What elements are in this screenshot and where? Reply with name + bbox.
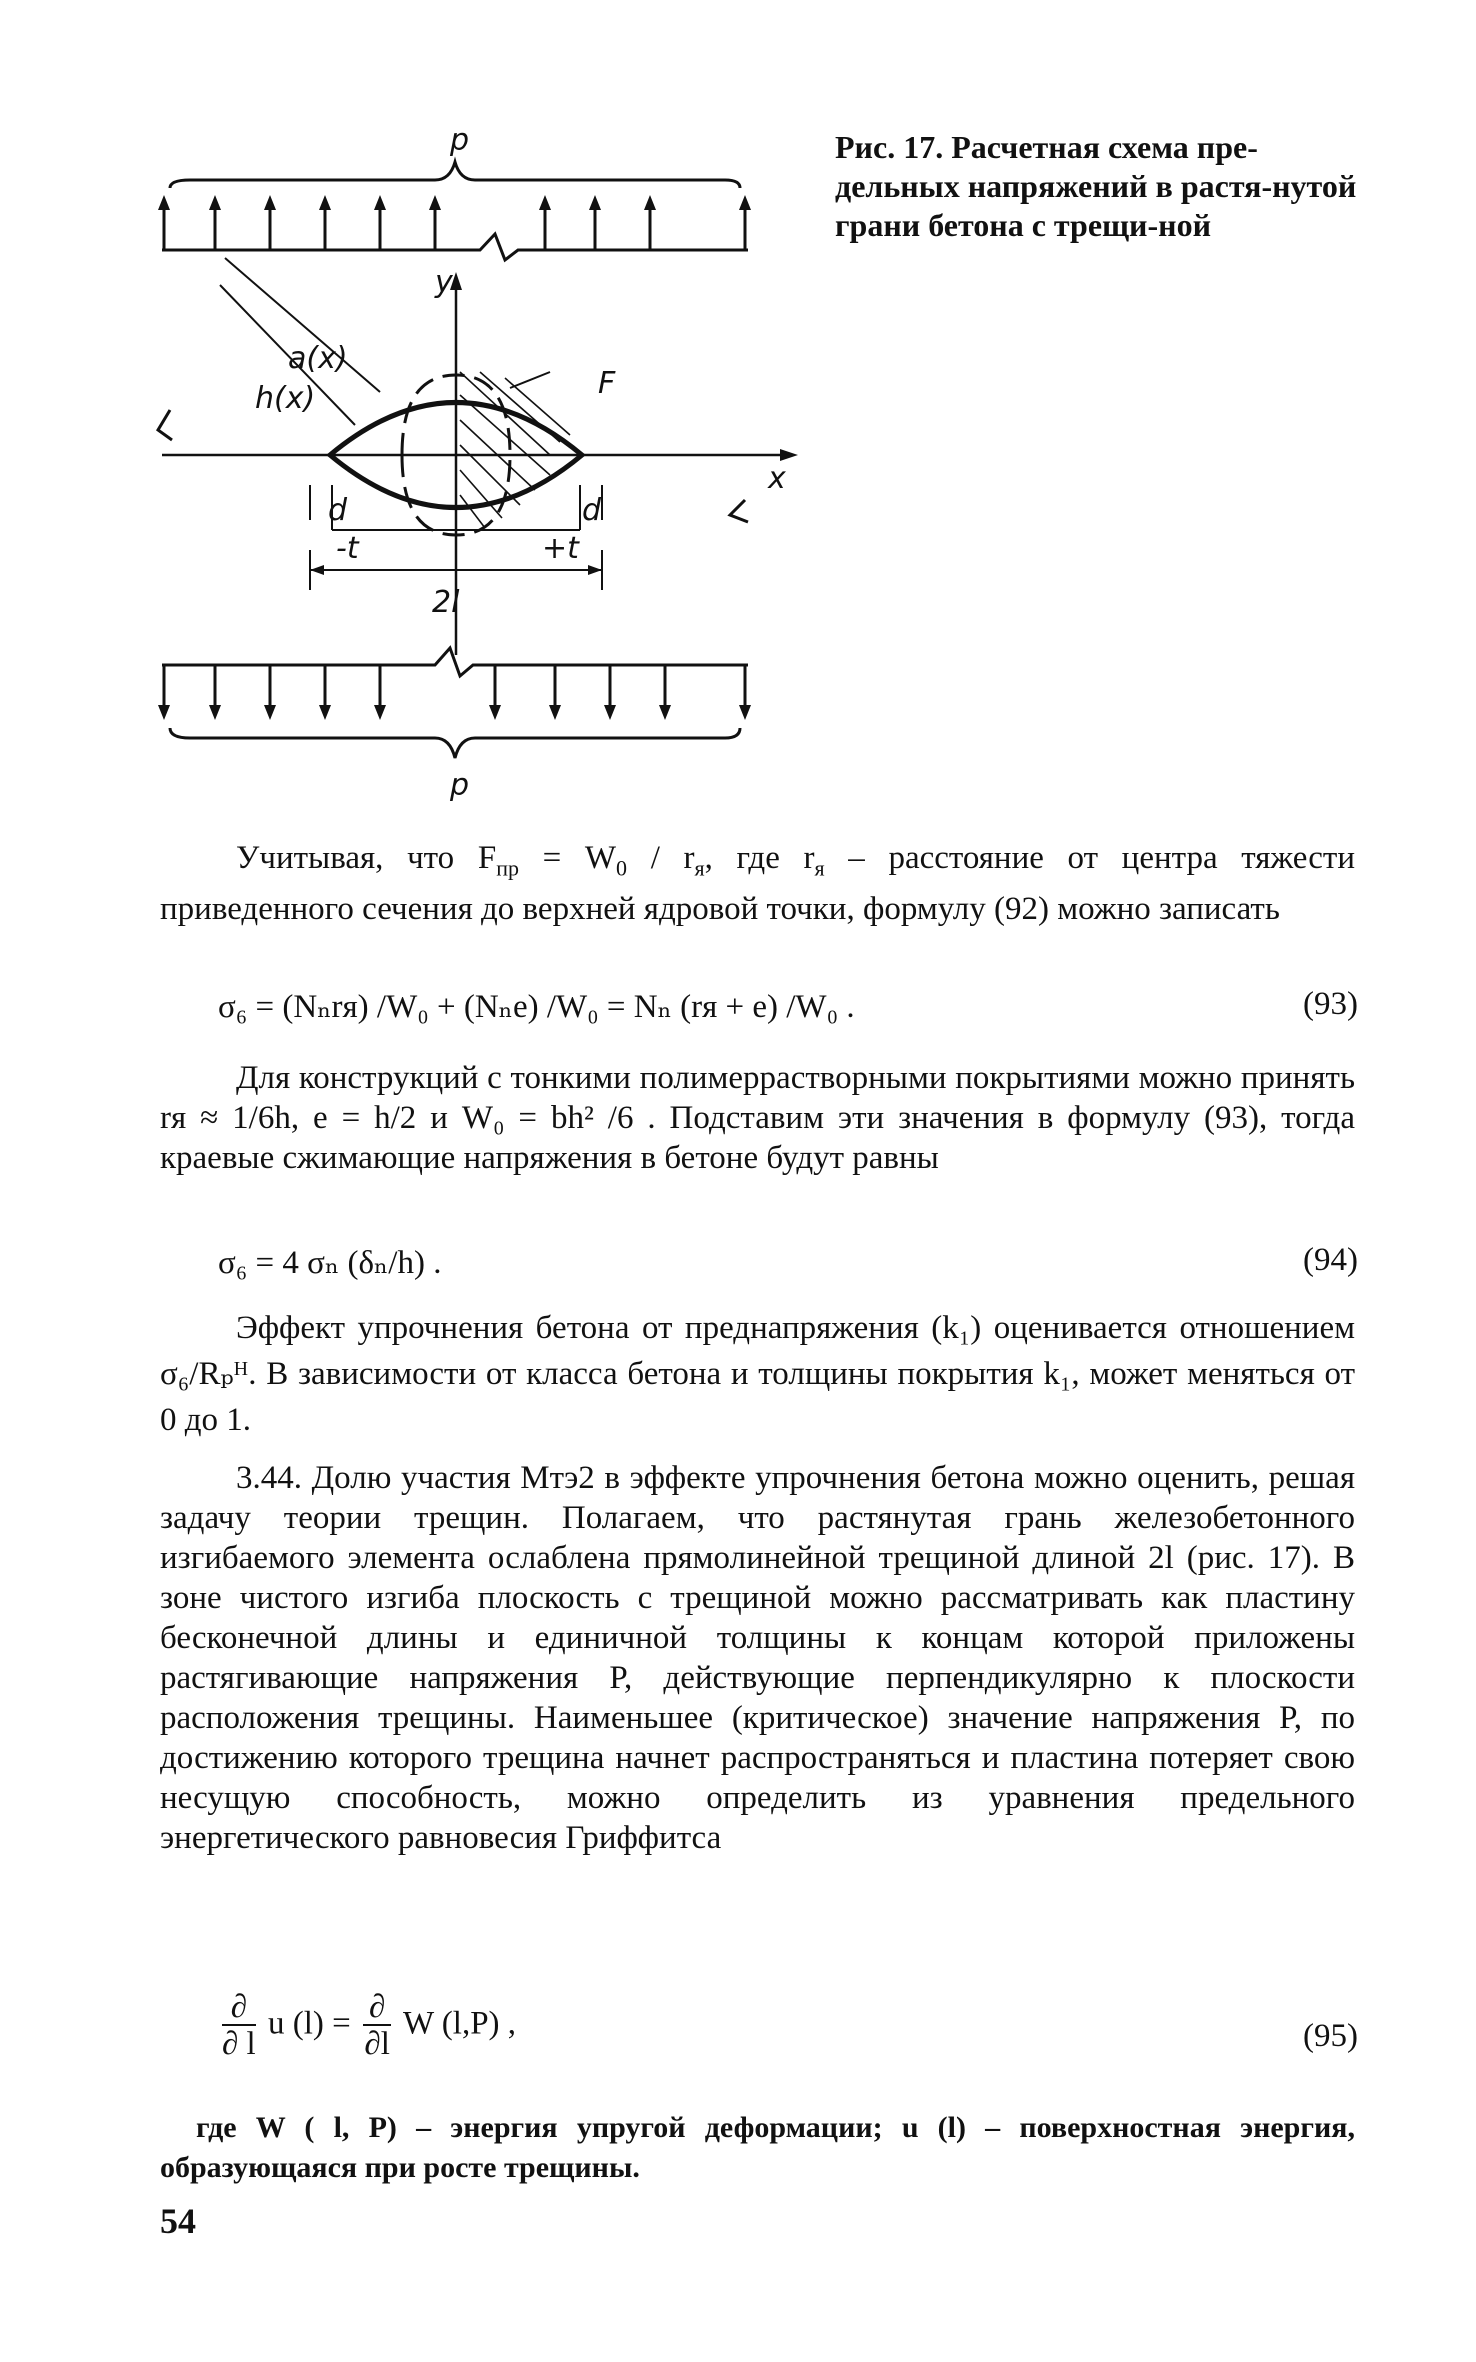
top-brace [170, 162, 740, 188]
figure-caption: Рис. 17. Расчетная схема пре-дельных напряжений в растя-нутой грани бетона с трещи-ной [835, 129, 1357, 243]
equation-94-number: (94) [1303, 1242, 1358, 1278]
label-plus-t: +t [542, 531, 579, 566]
label-p-bottom: p [450, 768, 470, 803]
arrowheads [158, 195, 798, 720]
label-a: a(x) [288, 341, 348, 376]
bottom-brace [170, 728, 740, 758]
crack-scheme-figure [150, 110, 800, 810]
label-x: x [768, 461, 786, 496]
plate-top-edge [162, 234, 748, 260]
equation-94: σ₆ = 4 σₙ (δₙ/h) . (94) [218, 1242, 1358, 1281]
paragraph-2: Для конструкций с тонкими полимеррастворными покрытиями можно принять rя ≈ 1/6h, e = h/2 и W₀ = bh² /6 . Подставим эти значения в формулу (93), тогда краевые сжимающие напряжения в бетоне будут равны [160, 1060, 1355, 1176]
label-d-left: d [328, 493, 348, 528]
footnote: где W ( l, P) – энергия упругой деформации; u (l) – поверхностная энергия, образующаяся при росте трещины. [160, 2111, 1355, 2184]
top-load-arrows [164, 205, 745, 250]
label-d-right: d [582, 493, 602, 528]
page-number: 54 [160, 2201, 196, 2241]
label-F: F [598, 366, 616, 401]
label-p-top: p [450, 123, 470, 158]
paragraph-1: Учитывая, что $F_{пр} = W_0 / r_я$, где $r_я$ – расстояние от центра тяжести приведенного сечения до верхней ядровой точки, формулу (92) можно записать [160, 840, 1355, 927]
partial-derivative-2: $\frac{\partial}{\partial l}$ [364, 1989, 390, 2062]
partial-derivative-1: $\frac{\partial}{\partial l}$ [222, 1989, 256, 2062]
label-minus-t: -t [336, 531, 359, 566]
label-h: h(x) [255, 381, 316, 416]
equation-95-number: (95) [1303, 2018, 1358, 2054]
bottom-load-arrows [164, 665, 745, 710]
paragraph-3: Эффект упрочнения бетона от преднапряжения (k₁) оценивается отношением σ₆/Rₚᴴ. В зависимости от класса бетона и толщины покрытия k₁, может меняться от 0 до 1. [160, 1310, 1355, 1438]
label-2l: 2l [432, 585, 460, 620]
equation-93: σ₆ = (Nₙrя) /W₀ + (Nₙe) /W₀ = Nₙ (rя + e) /W₀ . (93) [218, 986, 1358, 1025]
paragraph-4: 3.44. Долю участия Mᴛэ2 в эффекте упрочнения бетона можно оценить, решая задачу теории трещин. Полагаем, что растянутая грань железобетонного изгибаемого элемента ослаблена прямолинейной трещиной длиной 2l (рис. 17). В зоне чистого изгиба плоскость с трещиной можно рассматривать как пластину бесконечной длины и единичной толщины к концам которой приложены растягивающие напряжения P, действующие перпендикулярно к плоскости расположения трещины. Наименьшее (критическое) значение напряжения P, по достижению которого трещина начнет распространяться и пластина потеряет свою несущую способность, можно определить из уравнения предельного энергетического равновесия Гриффитса [160, 1460, 1355, 1856]
equation-95: $\frac{\partial}{\partial l}$ u (l) = $\frac{\partial}{\partial l}$ W (l,P) , (95) [222, 1989, 1358, 2062]
label-y: y [435, 265, 453, 300]
equation-93-number: (93) [1303, 986, 1358, 1022]
